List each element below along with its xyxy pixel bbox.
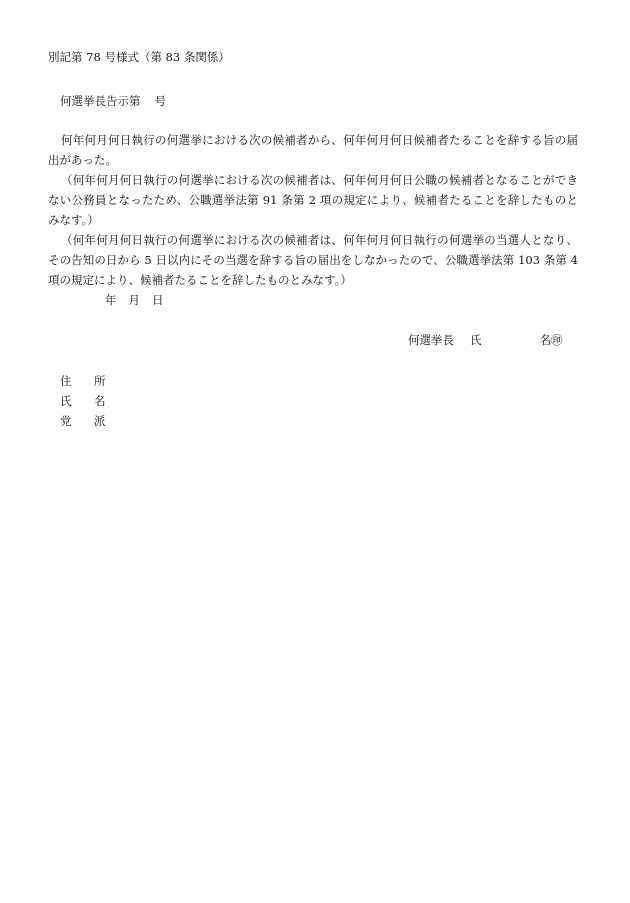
paragraph-notification: 何年何月何日執行の何選挙における次の候補者から、何年何月何日候補者たることを辞する旨の届出があった。 bbox=[48, 133, 578, 167]
signature-given: 名㊞ bbox=[539, 333, 563, 347]
signature-line bbox=[408, 333, 563, 348]
paragraph-elected: （何年何月何日執行の何選挙における次の候補者は、何年何月何日執行の何選挙の当選人となり、その告知の日から 5 日以内にその当選を辞する旨の届出をしなかったので、公職選挙法第 103 条第 4 項の規定により、候補者たることを辞したものとみなす。） bbox=[48, 233, 578, 287]
signature-office: 何選挙長 bbox=[408, 333, 454, 347]
date-day: 日 bbox=[152, 293, 164, 307]
candidate-party-label: 党 派 bbox=[60, 414, 106, 428]
notice-title bbox=[60, 94, 166, 109]
signature-surname: 氏 bbox=[470, 333, 482, 347]
candidate-address-label: 住 所 bbox=[60, 374, 106, 388]
notice-title-right: 号 bbox=[154, 94, 166, 108]
date-year: 年 bbox=[105, 293, 117, 307]
paragraph-public-official: （何年何月何日執行の何選挙における次の候補者は、何年何月何日公職の候補者となることができない公務員となったため、公職選挙法第 91 条第 2 項の規定により、候補者たることを辞したものとみなす。） bbox=[48, 173, 578, 227]
candidate-name-label: 氏 名 bbox=[60, 394, 106, 408]
date-month: 月 bbox=[128, 293, 140, 307]
notice-title-left: 何選挙長告示第 bbox=[60, 94, 141, 108]
date-line bbox=[105, 293, 164, 308]
form-label: 別記第 78 号様式（第 83 条関係） bbox=[48, 50, 230, 64]
